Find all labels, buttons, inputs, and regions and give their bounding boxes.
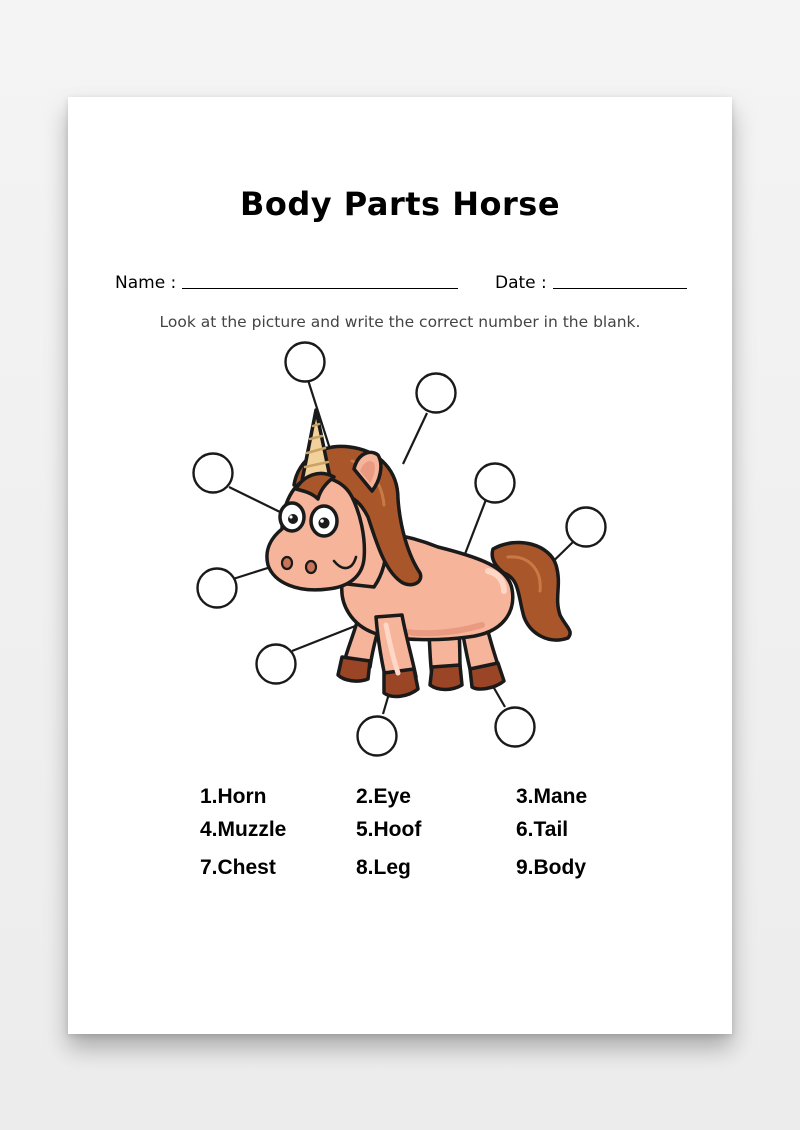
instruction-text: Look at the picture and write the correct number in the blank. — [159, 313, 641, 331]
word-item: 9.Body — [516, 856, 587, 879]
word-item: 5.Hoof — [356, 818, 422, 841]
word-item: 1.Horn — [200, 785, 267, 808]
word-item: 4.Muzzle — [200, 818, 287, 841]
worksheet-page — [68, 97, 732, 1034]
page-title: Body Parts Horse — [239, 185, 561, 223]
word-item: 8.Leg — [356, 856, 411, 879]
word-item: 7.Chest — [200, 856, 276, 879]
word-bank — [68, 97, 732, 1034]
name-label: Name : — [115, 273, 177, 293]
date-label: Date : — [495, 273, 547, 293]
word-item: 3.Mane — [516, 785, 588, 808]
word-item: 2.Eye — [356, 785, 411, 808]
word-item: 6.Tail — [516, 818, 569, 841]
